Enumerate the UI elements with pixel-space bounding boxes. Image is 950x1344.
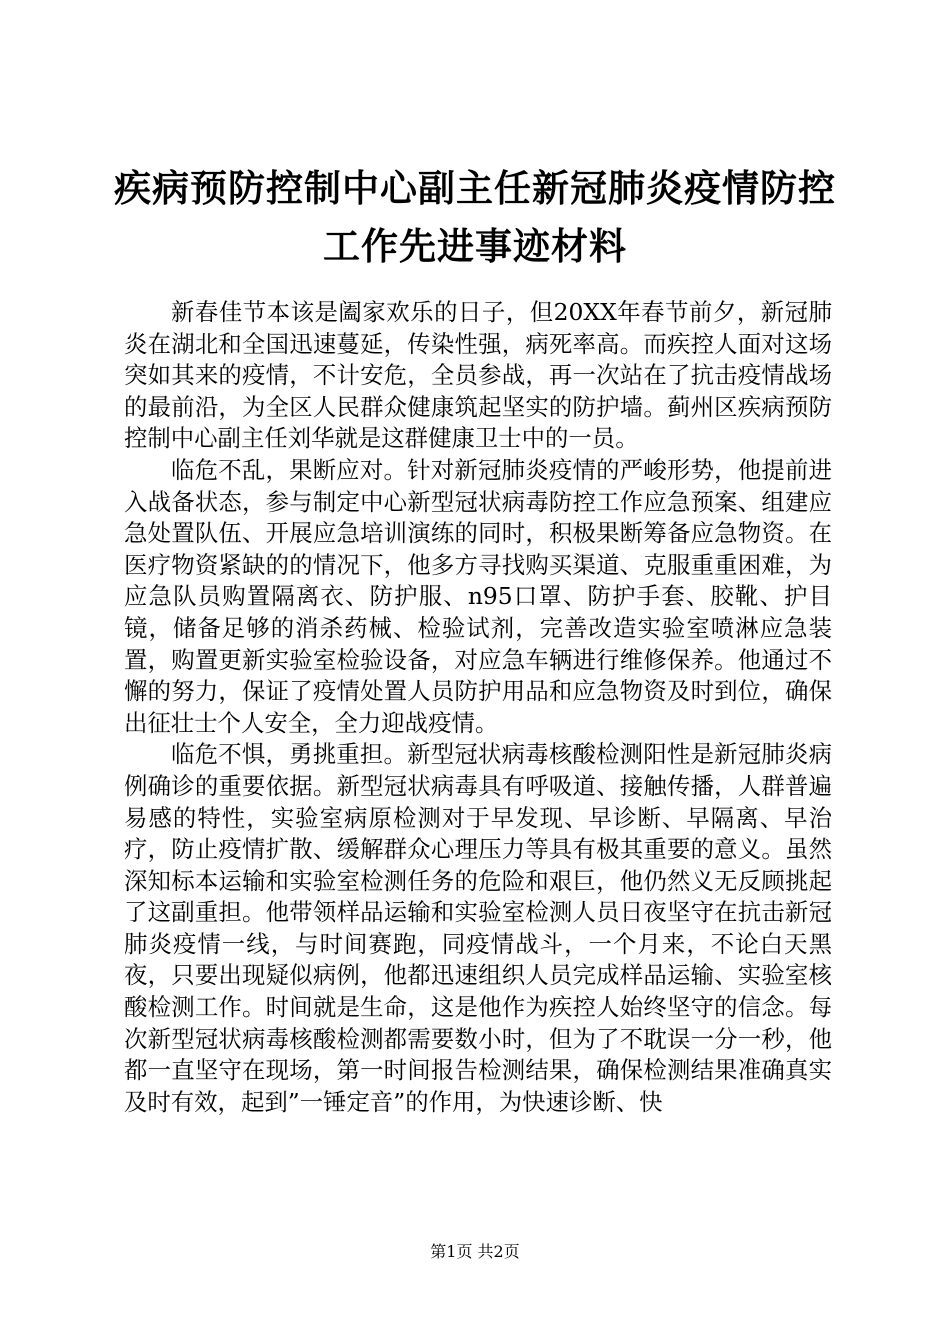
document-body — [124, 297, 832, 1118]
paragraph-intro: 新春佳节本该是阖家欢乐的日子，但20XX年春节前夕，新冠肺炎在湖北和全国迅速蔓延，传染性强，病死率高。而疾控人面对这场突如其来的疫情，不计安危，全员参战，再一次站在了抗击疫情战场的最前沿，为全区人民群众健康筑起坚实的防护墙。蓟州区疾病预防控制中心副主任刘华就是这群健康卫士中的一员。 — [124, 298, 832, 453]
paragraph-preparation: 临危不乱，果断应对。针对新冠肺炎疫情的严峻形势，他提前进入战备状态，参与制定中心新型冠状病毒防控工作应急预案、组建应急处置队伍、开展应急培训演练的同时，积极果断筹备应急物资。在医疗物资紧缺的的情况下，他多方寻找购买渠道、克服重重困难，为应急队员购置隔离衣、防护服、n95口罩、防护手套、胶靴、护目镜，储备足够的消杀药械、检验试剂，完善改造实验室喷淋应急装置，购置更新实验室检验设备，对应急车辆进行维修保养。他通过不懈的努力，保证了疫情处置人员防护用品和应急物资及时到位，确保出征壮士个人安全，全力迎战疫情。 — [124, 455, 832, 737]
paragraph-testing: 临危不惧，勇挑重担。新型冠状病毒核酸检测阳性是新冠肺炎病例确诊的重要依据。新型冠状病毒具有呼吸道、接触传播，人群普遍易感的特性，实验室病原检测对于早发现、早诊断、早隔离、早治疗，防止疫情扩散、缓解群众心理压力等具有极其重要的意义。虽然深知标本运输和实验室检测任务的危险和艰巨，他仍然义无反顾挑起了这副重担。他带领样品运输和实验室检测人员日夜坚守在抗击新冠肺炎疫情一线，与时间赛跑，同疫情战斗，一个月来，不论白天黑夜，只要出现疑似病例，他都迅速组织人员完成样品运输、实验室核酸检测工作。时间就是生命，这是他作为疾控人始终坚守的信念。每次新型冠状病毒核酸检测都需要数小时，但为了不耽误一分一秒，他都一直坚守在现场，第一时间报告检测结果，确保检测结果准确真实及时有效，起到”一锤定音”的作用，为快速诊断、快 — [124, 740, 832, 1116]
document-title: 疾病预防控制中心副主任新冠肺炎疫情防控工作先进事迹材料 — [114, 167, 836, 268]
page-footer: 第1页 共2页 — [430, 1242, 520, 1261]
